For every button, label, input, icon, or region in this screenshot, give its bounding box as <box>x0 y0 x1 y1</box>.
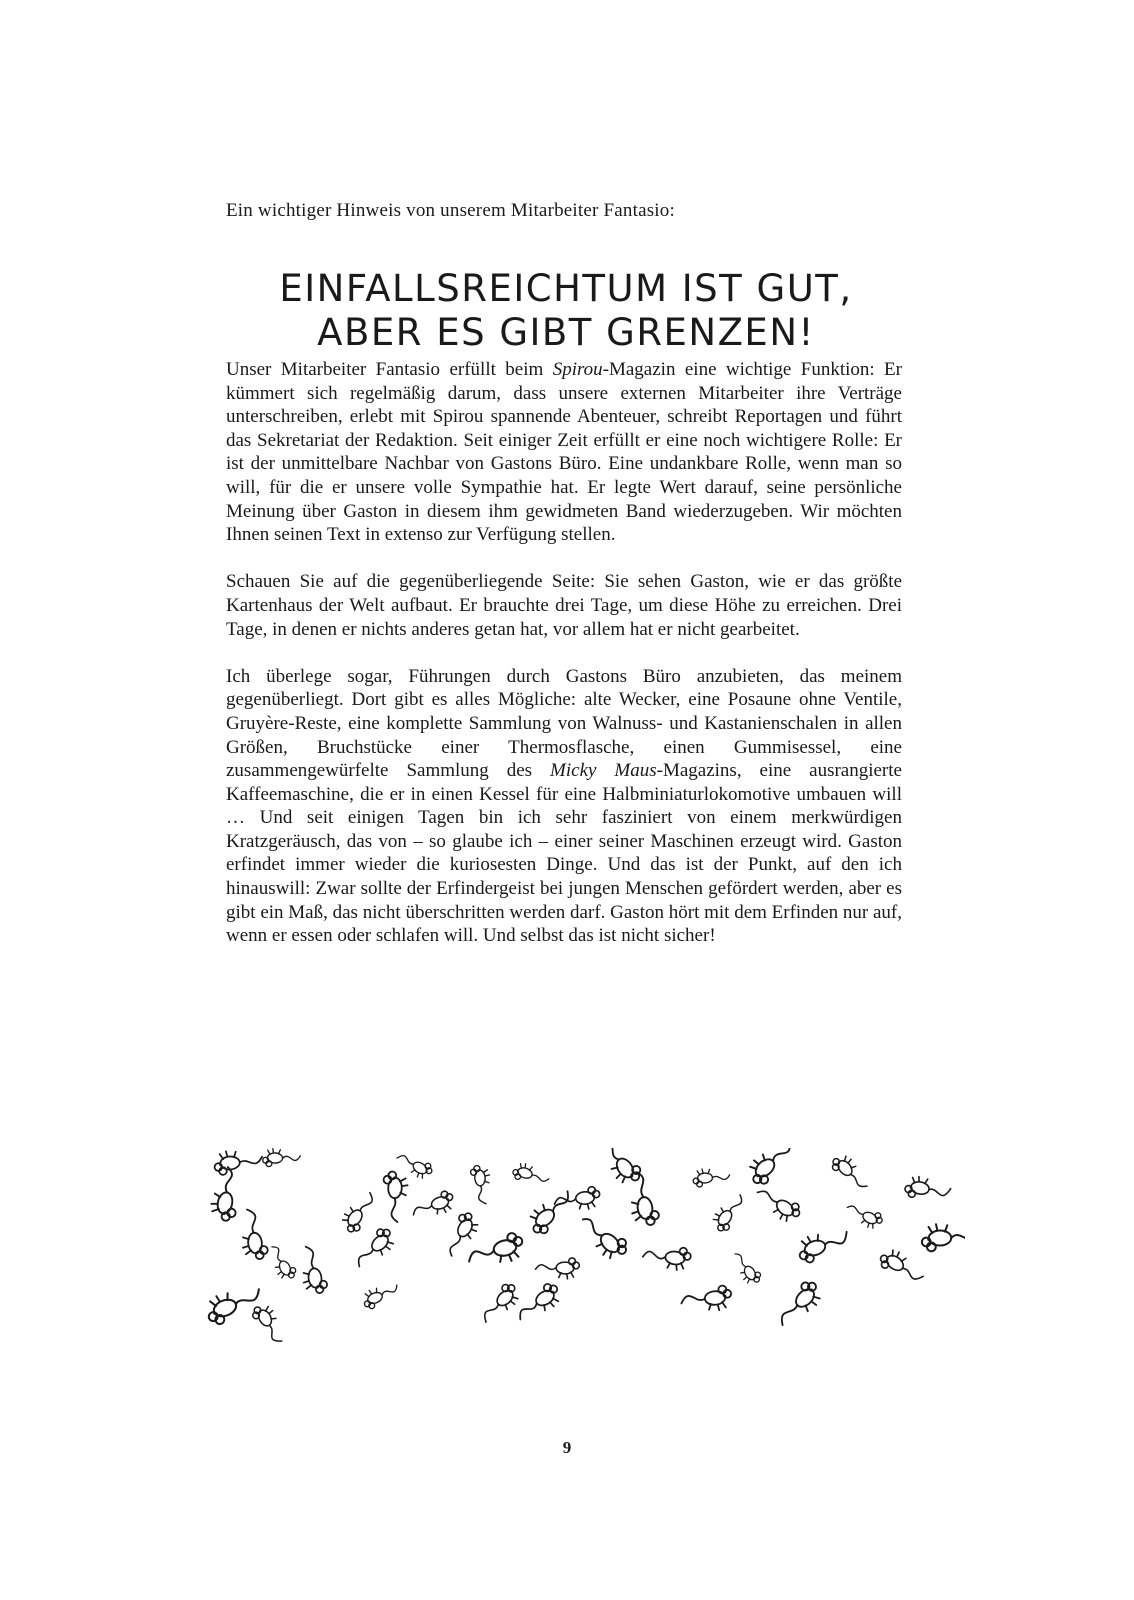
magazine-name-micky-maus: Micky Maus <box>550 760 657 782</box>
mouse-doodle-icon <box>239 1208 269 1261</box>
mouse-doodle-icon <box>394 1148 434 1182</box>
mouse-doodle-icon <box>475 1280 523 1326</box>
mouse-doodle-icon <box>381 1171 408 1222</box>
mouse-doodle-icon <box>470 1165 491 1204</box>
mouse-doodle-icon <box>524 1187 579 1238</box>
mouse-doodle-icon <box>680 1285 732 1313</box>
magazine-name-spirou: Spirou <box>552 359 603 380</box>
mouse-doodle-icon <box>642 1243 692 1272</box>
title-line-2: ABER ES GIBT GRENZEN! <box>317 310 815 354</box>
mouse-doodle-icon <box>250 1301 288 1347</box>
mouse-doodle-icon <box>795 1225 852 1265</box>
mouse-doodle-icon <box>754 1180 804 1226</box>
mouse-doodle-icon <box>575 1209 631 1265</box>
paragraph-3 <box>226 665 902 948</box>
mouse-doodle-icon <box>553 1186 600 1211</box>
mouse-doodle-icon <box>595 1148 645 1189</box>
mouse-doodle-icon <box>829 1151 871 1196</box>
mouse-doodle-icon <box>263 1148 301 1167</box>
mouse-doodle-icon <box>730 1248 763 1287</box>
mouse-doodle-icon <box>904 1175 952 1204</box>
mouse-doodle-icon <box>709 1190 750 1234</box>
paragraph-1-part-a: Unser Mitarbeiter Fantasio erfüllt beim <box>226 359 553 380</box>
mouse-doodle-icon <box>693 1168 731 1188</box>
mouse-doodle-icon <box>409 1189 456 1221</box>
mouse-doodle-icon <box>299 1245 328 1295</box>
mice-illustration-icon <box>205 1148 965 1348</box>
intro-line: Ein wichtiger Hinweis von unserem Mitarbeiter Fantasio: <box>226 200 675 221</box>
mouse-doodle-icon <box>877 1245 927 1289</box>
mouse-doodle-icon <box>440 1210 482 1260</box>
mouse-doodle-icon <box>844 1198 885 1232</box>
page-number: 9 <box>562 1438 572 1457</box>
mouse-doodle-icon <box>535 1257 579 1280</box>
paragraph-2: Schauen Sie auf die gegenüberliegende Seite: Sie sehen Gaston, wie er das größte Kartenhaus der Welt aufbaut. Er brauchte drei Tage, um diese Höhe zu erreichen. Drei Tage, in denen er nichts anderes getan hat, vor allem hat er nicht gearbeitet. <box>226 571 902 640</box>
mouse-doodle-icon <box>360 1280 401 1311</box>
paragraph-1 <box>226 358 902 547</box>
mouse-doodle-icon <box>771 1278 826 1331</box>
mouse-doodle-icon <box>338 1188 380 1235</box>
paragraph-1-part-c: -Magazin eine wichtige Funktion: Er kümmert sich regelmäßig darum, dass unsere externen Mitarbeiter ihre Verträge unterschreiben, erlebt mit Spirou spannende Abenteuer, schreibt Reportagen und führt das Sekretariat der Redaktion. Seit einiger Zeit erfüllt er eine noch wichtigere Rolle: Er ist der unmittelbare Nachbar von Gastons Büro. Eine undankbare Rolle, wenn man so will, für die er unsere volle Sympathie hat. Er legte Wert darauf, seine persönliche Meinung über Gaston in diesem ihm gewidmeten Band wiederzugeben. Wir möchten Ihnen seinen Text in extenso zur Verfügung stellen. <box>226 359 902 546</box>
mouse-doodle-icon <box>922 1224 965 1252</box>
mouse-doodle-icon <box>511 1161 551 1189</box>
mouse-doodle-icon <box>465 1231 526 1269</box>
mouse-doodle-icon <box>214 1149 264 1176</box>
title-line-1: EINFALLSREICHTUM IST GUT, <box>279 266 853 310</box>
mouse-doodle-icon <box>512 1280 565 1324</box>
mouse-doodle-icon <box>350 1225 399 1272</box>
article-body <box>226 358 902 971</box>
mouse-doodle-icon <box>266 1242 298 1283</box>
paragraph-3-part-a: Ich überlege sogar, Führungen durch Gastons Büro anzubieten, das meinem gegenüberliegt. Dort gibt es alles Mögliche: alte Wecker, eine Posaune ohne Ventile, Gruyère-Reste, eine komplette Sammlung von Walnuss- und Kastanienschalen in allen Größen, Bruchstücke einer Thermosflasche, einen Gummisessel, eine zusammengewürfelte Sammlung des <box>226 665 902 782</box>
page-title <box>226 267 906 355</box>
mouse-doodle-icon <box>744 1148 800 1188</box>
paragraph-3-part-c: -Magazins, eine ausrangierte Kaffeemaschine, die er in einen Kessel für eine Halbminiaturlokomotive umbauen will … Und seit einigen Tagen bin ich sehr fasziniert von einem merkwürdigen Kratzgeräusch, das von – so glaube ich – einer seiner Maschinen erzeugt wird. Gaston erfindet immer wieder die kuriosesten Dinge. Und das ist der Punkt, auf den ich hinauswill: Zwar sollte der Erfindergeist bei jungen Menschen gefördert werden, aber es gibt ein Maß, das nicht überschritten werden darf. Gaston hört mit dem Erfinden nur auf, wenn er essen oder schlafen will. Und selbst das ist nicht sicher! <box>226 760 902 947</box>
mouse-doodle-icon <box>205 1281 266 1327</box>
